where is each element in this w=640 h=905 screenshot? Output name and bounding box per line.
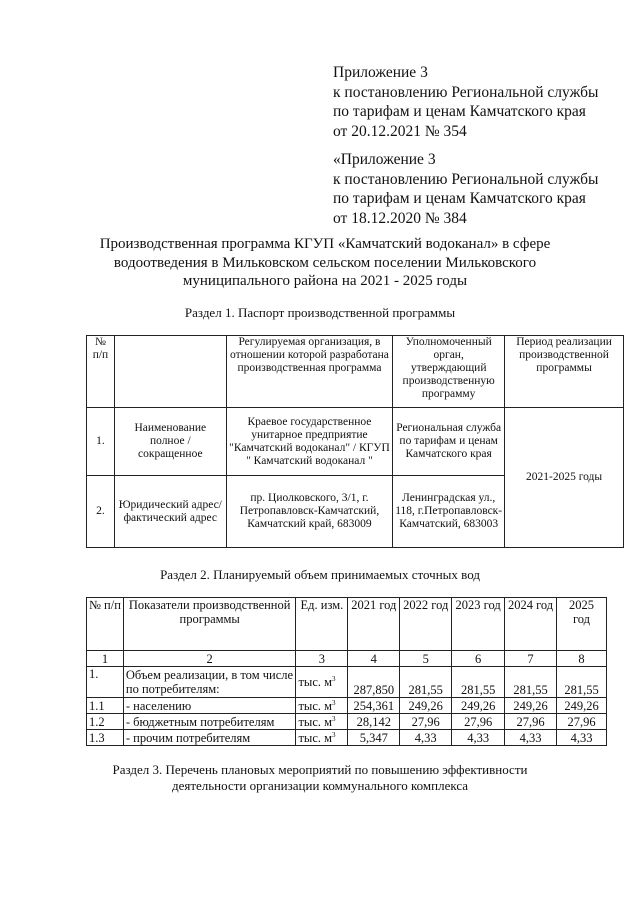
header-year: 2025 год <box>557 598 607 651</box>
appendix-line: по тарифам и ценам Камчатского края <box>333 190 586 207</box>
row-value: 249,26 <box>505 698 557 714</box>
appendix-line: к постановлению Региональной службы <box>333 83 599 101</box>
col-number: 5 <box>400 651 452 667</box>
header-org: Регулируемая организация, в отношении которой разработана производственная программа <box>226 336 393 408</box>
volume-table <box>86 597 607 746</box>
col-number: 6 <box>452 651 505 667</box>
row-authority: Ленинградская ул., 118, г.Петропавловск-Камчатский, 683003 <box>393 476 505 548</box>
row-name: - прочим потребителям <box>123 730 296 746</box>
row-unit <box>296 730 348 746</box>
row-unit <box>296 667 348 698</box>
title-line: Производственная программа КГУП «Камчатский водоканал» в сфере <box>99 236 551 252</box>
unit-superscript: 3 <box>332 730 336 739</box>
document-title <box>95 235 555 291</box>
appendix-line: к постановлению Региональной службы <box>333 170 599 188</box>
table-row <box>87 408 624 476</box>
row-value: 4,33 <box>400 730 452 746</box>
row-org: пр. Циолковского, 3/1, г. Петропавловск-Камчатский, Камчатский край, 683009 <box>226 476 393 548</box>
table-header-row <box>87 598 607 651</box>
col-number: 2 <box>123 651 296 667</box>
col-number: 8 <box>557 651 607 667</box>
appendix-line: «Приложение 3 <box>333 151 436 168</box>
section2-heading: Раздел 2. Планируемый объем принимаемых сточных вод <box>160 567 480 582</box>
unit-superscript: 3 <box>332 714 336 723</box>
unit-text: тыс. м <box>298 675 333 689</box>
table-row <box>87 730 607 746</box>
appendix-previous <box>333 150 598 228</box>
col-number: 4 <box>348 651 400 667</box>
row-value: 281,55 <box>452 667 505 698</box>
header-num: № п/п <box>87 336 115 408</box>
row-value: 249,26 <box>400 698 452 714</box>
table-row <box>87 667 607 698</box>
header-empty <box>114 336 226 408</box>
row-num: 1.1 <box>87 698 124 714</box>
row-num: 1. <box>87 408 115 476</box>
header-year: 2021 год <box>348 598 400 651</box>
section3-line: деятельности организации коммунального комплекса <box>171 778 469 793</box>
row-value: 281,55 <box>400 667 452 698</box>
header-period: Период реализации производственной программы <box>505 336 624 408</box>
row-value: 249,26 <box>452 698 505 714</box>
appendix-line: от 20.12.2021 № 354 <box>333 122 467 140</box>
row-value: 281,55 <box>557 667 607 698</box>
unit-superscript: 3 <box>332 674 336 683</box>
header-unit: Ед. изм. <box>296 598 348 651</box>
row-label: Наименование полное / сокращенное <box>114 408 226 476</box>
header-year: 2022 год <box>400 598 452 651</box>
row-name: - населению <box>123 698 296 714</box>
row-value: 27,96 <box>557 714 607 730</box>
col-number: 1 <box>87 651 124 667</box>
row-num: 1.2 <box>87 714 124 730</box>
row-value: 281,55 <box>505 667 557 698</box>
row-authority: Региональная служба по тарифам и ценам Камчатского края <box>393 408 505 476</box>
unit-superscript: 3 <box>332 698 336 707</box>
row-value: 254,361 <box>348 698 400 714</box>
row-unit <box>296 698 348 714</box>
row-value: 28,142 <box>348 714 400 730</box>
appendix-line: по тарифам и ценам Камчатского края <box>333 103 586 120</box>
section1-heading: Раздел 1. Паспорт производственной программы <box>184 305 456 320</box>
column-numbers-row <box>87 651 607 667</box>
row-num: 2. <box>87 476 115 548</box>
row-value: 27,96 <box>505 714 557 730</box>
row-name: Объем реализации, в том числе по потребителям: <box>123 667 296 698</box>
unit-text: тыс. м <box>298 714 333 729</box>
appendix-current <box>333 63 598 141</box>
header-indicator: Показатели производственной программы <box>123 598 296 651</box>
period-value: 2021-2025 годы <box>505 408 624 548</box>
row-label: Юридический адрес/фактический адрес <box>114 476 226 548</box>
row-name: - бюджетным потребителям <box>123 714 296 730</box>
table-header-row <box>87 336 624 408</box>
title-line: муниципального района на 2021 - 2025 годы <box>182 273 468 289</box>
section3-line: Раздел 3. Перечень плановых мероприятий по повышению эффективности <box>112 762 528 777</box>
unit-text: тыс. м <box>298 730 333 745</box>
col-number: 3 <box>296 651 348 667</box>
row-num: 1.3 <box>87 730 124 746</box>
passport-table <box>86 335 624 548</box>
row-value: 249,26 <box>557 698 607 714</box>
row-value: 4,33 <box>452 730 505 746</box>
row-value: 4,33 <box>505 730 557 746</box>
appendix-line: от 18.12.2020 № 384 <box>333 209 467 227</box>
row-value: 27,96 <box>400 714 452 730</box>
row-value: 27,96 <box>452 714 505 730</box>
row-num: 1. <box>87 667 124 698</box>
header-num: № п/п <box>87 598 124 651</box>
row-value: 5,347 <box>348 730 400 746</box>
table-row <box>87 698 607 714</box>
title-line: водоотведения в Мильковском сельском поселении Мильковского <box>113 254 537 271</box>
table-row <box>87 714 607 730</box>
row-unit <box>296 714 348 730</box>
row-org: Краевое государственное унитарное предприятие "Камчатский водоканал" / КГУП " Камчатский водоканал " <box>226 408 393 476</box>
header-authority: Уполномоченный орган, утверждающий производственную программу <box>393 336 505 408</box>
col-number: 7 <box>505 651 557 667</box>
appendix-line: Приложение 3 <box>333 64 428 81</box>
section3-heading <box>0 762 640 794</box>
header-year: 2023 год <box>452 598 505 651</box>
unit-text: тыс. м <box>298 698 333 713</box>
header-year: 2024 год <box>505 598 557 651</box>
row-value: 287,850 <box>348 667 400 698</box>
row-value: 4,33 <box>557 730 607 746</box>
